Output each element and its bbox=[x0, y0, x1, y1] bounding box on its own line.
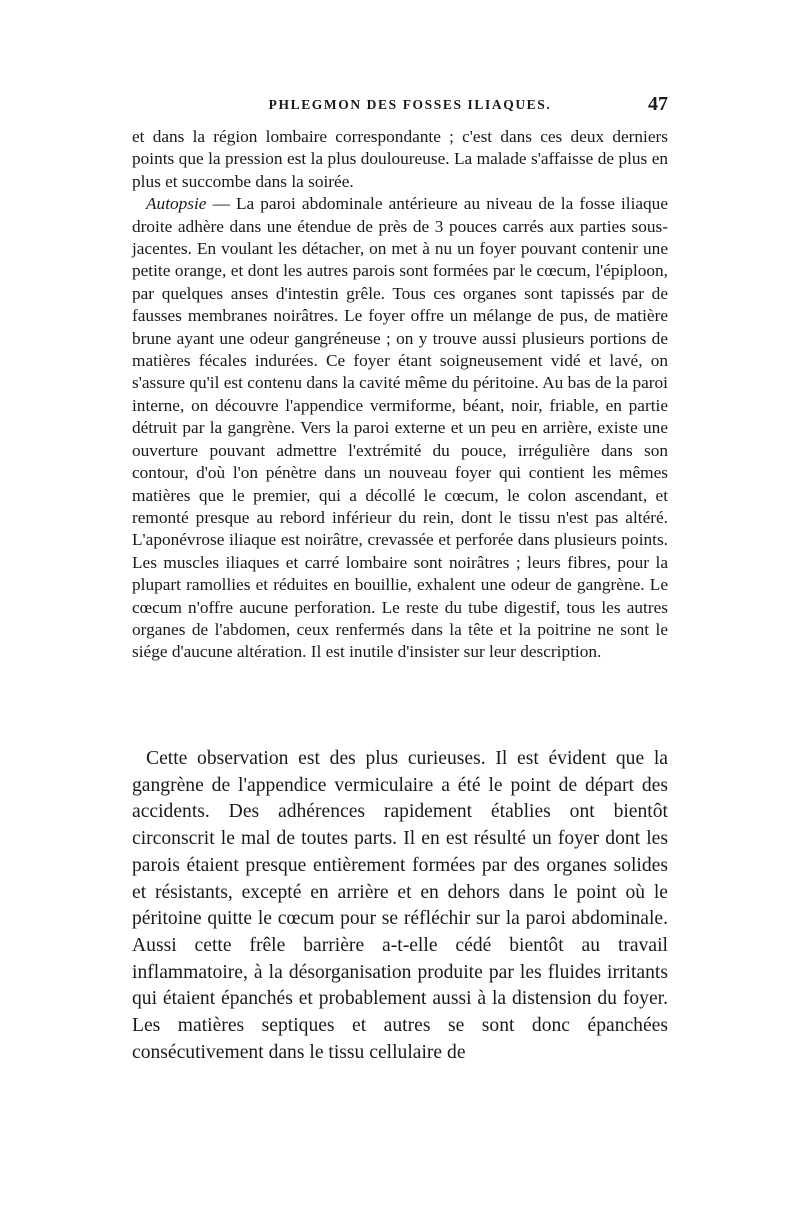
running-title: PHLEGMON DES FOSSES ILIAQUES. bbox=[268, 97, 552, 112]
continuation-paragraph: et dans la région lombaire correspondante ; c'est dans ces deux derniers points que la pression est la plus douloureuse. La malade s'affaisse de plus en plus et succombe dans la soirée. bbox=[132, 127, 668, 191]
autopsy-paragraph bbox=[132, 193, 668, 664]
page-number: 47 bbox=[648, 93, 668, 115]
commentary-block bbox=[132, 746, 668, 1066]
autopsy-text: — La paroi abdominale antérieure au niveau de la fosse iliaque droite adhère dans une étendue de près de 3 pouces carrés aux parties sous-jacentes. En voulant les détacher, on met à nu un foyer pouvant contenir une petite orange, et dont les autres parois sont formées par le cœcum, l'épiploon, par quelques anses d'intestin grêle. Tous ces organes sont tapissés par de fausses membranes noirâtres. Le foyer offre un mélange de pus, de matière brune ayant une odeur gangréneuse ; on y trouve aussi plusieurs portions de matières fécales indurées. Ce foyer étant soigneusement vidé et lavé, on s'assure qu'il est contenu dans la cavité même du péritoine. Au bas de la paroi interne, on découvre l'appendice vermiforme, béant, noir, friable, en partie détruit par la gangrène. Vers la paroi externe et un peu en arrière, existe une ouverture pouvant admettre l'extrémité du pouce, irrégulière dans son contour, d'où l'on pénètre dans un nouveau foyer qui contient les mêmes matières que le premier, qui a décollé le cœcum, le colon ascendant, et remonté presque au rebord inférieur du rein, dont le tissu n'est pas altéré. L'aponévrose iliaque est noirâtre, crevassée et perforée dans plusieurs points. Les muscles iliaques et carré lombaire sont noirâtres ; leurs fibres, pour la plupart ramollies et réduites en bouillie, exhalent une odeur de gangrène. Le cœcum n'offre aucune perforation. Le reste du tube digestif, tous les autres organes de l'abdomen, ceux renfermés dans la tête et la poitrine ne sont le siége d'aucune altération. Il est inutile d'insister sur leur description. bbox=[132, 194, 668, 662]
autopsy-lead: Autopsie bbox=[146, 194, 207, 214]
commentary-paragraph: Cette observation est des plus curieuses. Il est évident que la gangrène de l'appendice vermiculaire a été le point de départ des accidents. Des adhérences rapidement établies ont bientôt circonscrit le mal de toutes parts. Il en est résulté un foyer dont les parois étaient presque entièrement formées par des organes solides et résistants, excepté en arrière et en dehors dans le point où le péritoine quitte le cœcum pour se réfléchir sur la paroi abdominale. Aussi cette frêle barrière a-t-elle cédé bientôt au travail inflammatoire, à la désorganisation produite par les fluides irritants qui étaient épanchés et probablement aussi à la distension du foyer. Les matières septiques et autres se sont donc épanchées consécutivement dans le tissu cellulaire de bbox=[132, 748, 668, 1063]
running-header bbox=[132, 93, 668, 121]
case-report-block bbox=[132, 126, 668, 664]
